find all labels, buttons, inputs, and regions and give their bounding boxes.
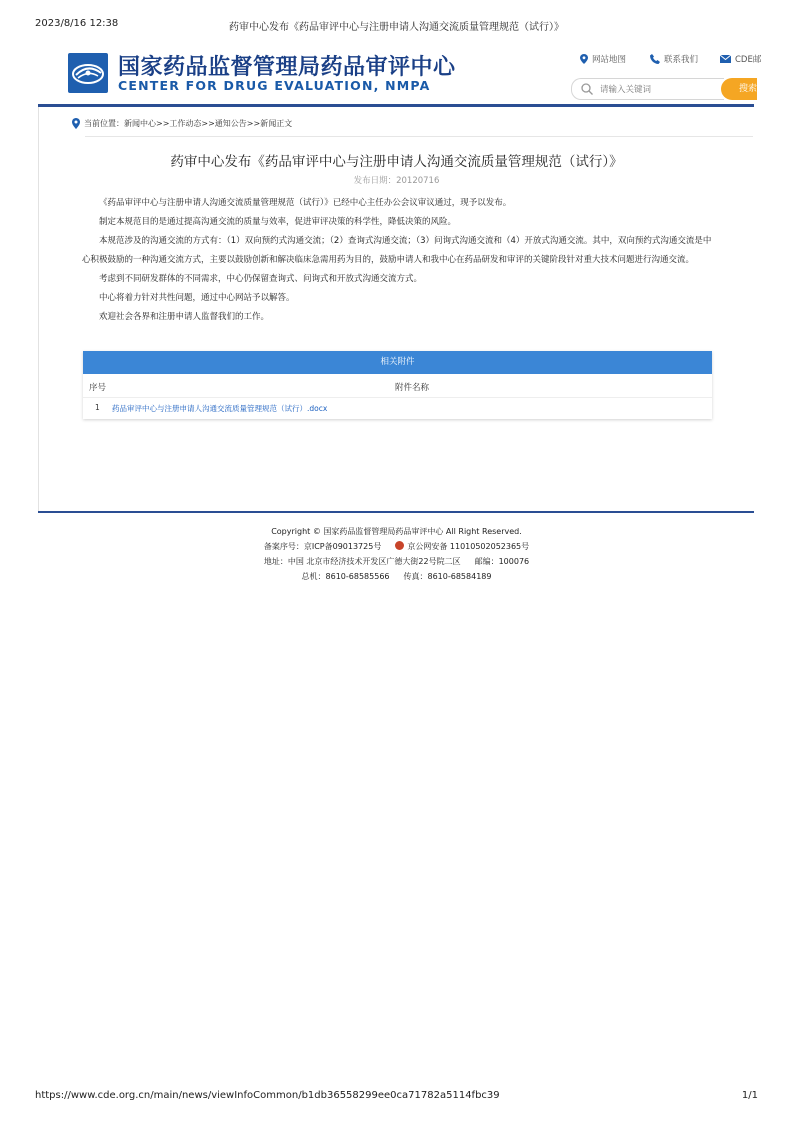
- attachment-index: 1: [95, 403, 100, 412]
- sitemap-label: 网站地图: [592, 55, 627, 65]
- phone-icon: [650, 54, 660, 64]
- print-url: https://www.cde.org.cn/main/news/viewInfoCommon/b1db36558299ee0ca71782a5114fbc39: [35, 1090, 500, 1101]
- article-paragraph: 本规范涉及的沟通交流的方式有：（1）双向预约式沟通交流；（2）查询式沟通交流；（3）问询式沟通交流和（4）开放式沟通交流。其中，双向预约式沟通交流是中心积极鼓励的一种沟通交流方式，主要以鼓励创新和解决临床急需用药为目的，鼓励申请人和我中心在药品研发和审评的关键阶段针对重大技术问题进行沟通交流。: [82, 236, 712, 265]
- footer-police[interactable]: 京公网安备 11010502052365号: [407, 542, 530, 551]
- col-name-header: 附件名称: [395, 383, 430, 393]
- breadcrumb-text[interactable]: 当前位置：新闻中心>>工作动态>>通知公告>>新闻正文: [84, 119, 293, 128]
- mail-label: CDE邮: [735, 55, 762, 65]
- search-box: [571, 78, 724, 100]
- attachment-link[interactable]: 药品审评中心与注册申请人沟通交流质量管理规范（试行）.docx: [112, 404, 328, 413]
- article-paragraph: 欢迎社会各界和注册申请人监督我们的工作。: [99, 312, 270, 322]
- mail-icon: [720, 55, 731, 63]
- sitemap-link[interactable]: [580, 53, 626, 65]
- breadcrumb: [72, 118, 292, 129]
- footer-copyright: Copyright © 国家药品监督管理局药品审评中心 All Right Reserved.: [271, 527, 522, 536]
- search-icon: [581, 83, 593, 95]
- article-paragraph: 中心将着力针对共性问题，通过中心网站予以解答。: [99, 293, 295, 303]
- article-paragraph: 制定本规范目的是通过提高沟通交流的质量与效率，促进审评决策的科学性，降低决策的风险。: [99, 217, 457, 227]
- article-body: [82, 194, 712, 327]
- print-timestamp: 2023/8/16 12:38: [35, 18, 119, 29]
- article-title: 药审中心发布《药品审评中心与注册申请人沟通交流质量管理规范（试行）》: [170, 154, 623, 170]
- article-paragraph: 《药品审评中心与注册申请人沟通交流质量管理规范（试行）》已经中心主任办公会议审议通过，现予以发布。: [99, 198, 512, 208]
- attachments-column-headers: [83, 374, 712, 398]
- footer-fax: 传真：8610-68584189: [403, 572, 492, 581]
- site-footer: [0, 524, 793, 584]
- publish-date: 发布日期：20120716: [353, 176, 440, 186]
- search-input[interactable]: [598, 81, 722, 98]
- location-pin-icon: [72, 118, 80, 129]
- footer-phone-line: [0, 569, 793, 584]
- mail-link[interactable]: [720, 53, 761, 65]
- cde-logo-icon[interactable]: [68, 53, 108, 93]
- footer-phone: 总机：8610-68585566: [301, 572, 390, 581]
- breadcrumb-divider: [85, 136, 753, 137]
- col-index-header: 序号: [89, 383, 107, 393]
- police-badge-icon: [395, 541, 404, 550]
- table-row: [83, 398, 712, 419]
- contact-link[interactable]: [650, 53, 698, 65]
- site-name-cn[interactable]: 国家药品监督管理局药品审评中心: [118, 55, 456, 80]
- search-button[interactable]: 搜索: [721, 78, 757, 100]
- footer-address-line: [0, 554, 793, 569]
- contact-label: 联系我们: [664, 55, 699, 65]
- attachments-header: 相关附件: [83, 351, 712, 374]
- footer-postcode: 邮编：100076: [474, 557, 530, 566]
- footer-address: 地址：中国 北京市经济技术开发区广德大街22号院二区: [263, 557, 461, 566]
- location-pin-icon: [580, 54, 588, 64]
- print-title: 药审中心发布《药品审评中心与注册申请人沟通交流质量管理规范（试行）》: [229, 22, 564, 33]
- footer-icp[interactable]: 备案序号：京ICP备09013725号: [263, 542, 382, 551]
- footer-divider: [38, 511, 754, 513]
- print-page-number: 1/1: [741, 1090, 758, 1101]
- footer-registration: [0, 539, 793, 554]
- site-name-en: CENTER FOR DRUG EVALUATION, NMPA: [118, 78, 431, 93]
- article-paragraph: 考虑到不同研发群体的不同需求，中心仍保留查询式、问询式和开放式沟通交流方式。: [99, 274, 423, 284]
- attachments-panel: [83, 351, 712, 419]
- print-header: [35, 18, 758, 32]
